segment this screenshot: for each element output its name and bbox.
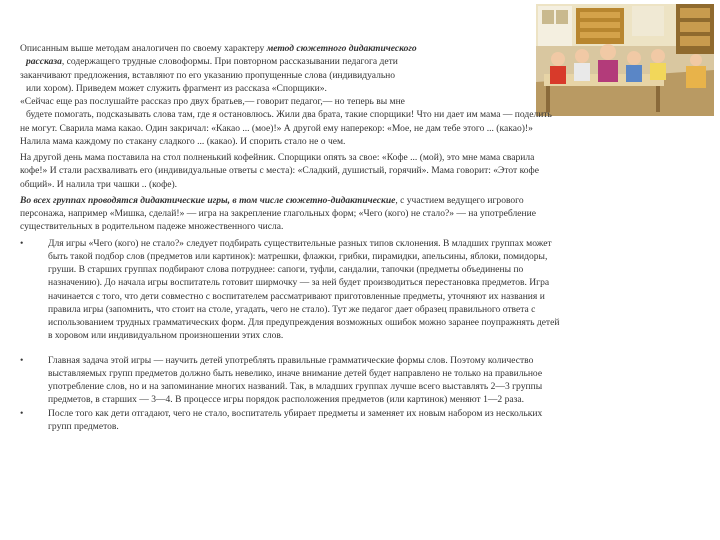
bullet-item-game-words	[20, 237, 696, 343]
bullet-item-after-guess	[20, 407, 696, 434]
text-run: существительных в родительном падеже множественного числа.	[20, 221, 284, 233]
paragraph-intro	[20, 42, 532, 95]
text-run: выставляемых групп предметов должно быть невелико, иначе внимание детей будет направлено не только на правильное	[48, 367, 543, 379]
text-run: заканчивают предложения, вставляют по его указанию пропущенные слова (индивидуально	[20, 69, 396, 81]
text-run: кофе!» И стали расхваливать его (индивидуальные ответы с места): «Сладкий, душистый, горячий». Мама говорит: «Этот кофе	[20, 165, 539, 177]
text-run: , содержащего трудные словоформы. При повторном рассказывании педагога дети	[61, 56, 398, 68]
document-text	[20, 42, 696, 433]
text-run: в хоровом или индивидуальном произношении этих слов.	[48, 330, 284, 342]
text-run: персонажа, например «Мишка, сделай!» — игра на закрепление глагольных форм; «Чего (кого) не стало?» — на употребление	[20, 208, 536, 219]
text-run: «Сейчас еще раз послушайте рассказ про двух братьев,— говорит педагог,— но теперь вы мне	[20, 96, 405, 107]
text-run: предметов, в старших — 3—4. В процессе игры порядок расположения предметов (или картинок) меняют 1—2 раза.	[48, 394, 524, 406]
text-run: правила игры (запомнить, что стоит на столе, угадать, чего не стало). Тут же педагог дает образец правильного ответа с	[48, 303, 536, 315]
text-run: быть такой подбор слов (предметов или картинок): матрешки, флажки, грибки, пирамидки, апельсины, яблоки, помидоры,	[48, 250, 548, 262]
bullet-marker: •	[20, 354, 24, 366]
bullet-marker: •	[20, 407, 24, 419]
bullet-marker: •	[20, 237, 24, 249]
text-run: не могут. Сварила мама какао. Один закричал: «Какао ... (мое)!» А другой ему наперекор: «Мое, не дам тебе этого ... (какао)!»	[20, 122, 533, 134]
text-run: , с участием ведущего игрового	[395, 194, 524, 206]
text-run: начинается с того, что дети совместно с воспитателем рассматривают приготовленные предметы, уточняют их названия и	[48, 290, 545, 302]
emphasis-term: рассказа	[26, 56, 62, 68]
text-run: Описанным выше методам аналогичен по своему характеру	[20, 43, 267, 54]
text-run: На другой день мама поставила на стол полненький кофейник. Спорщики опять за свое: «Кофе ... (мой), это мне мама сварила	[20, 152, 535, 163]
text-run: Налила мама каждому по стакану сладкого ... (какао). И спорить стало не о чем.	[20, 135, 346, 147]
text-run: назначению). До начала игры воспитатель готовит ширмочку — за ней будет производиться перестановка предметов. Игра	[48, 277, 550, 289]
text-run: будете помогать, подсказывать слова там, где я остановлюсь. Жили два брата, такие спорщики! Что ни дает им мама — поделить	[26, 109, 552, 121]
paragraph-story-1	[20, 95, 696, 148]
text-run: общий». И налила три чашки .. (кофе).	[20, 178, 178, 190]
emphasis-term: Во всех группах проводятся дидактические игры, в том числе сюжетно-дидактические	[20, 194, 396, 206]
text-run: Главная задача этой игры — научить детей употреблять правильные грамматические формы слов. Поэтому количество	[48, 354, 534, 366]
text-run: груши. В старших группах подбирают слова потруднее: сапоги, туфли, сандалии, тапочки (предметы объединены по	[48, 264, 524, 275]
emphasis-term: метод сюжетного дидактического	[266, 43, 417, 54]
bullet-item-main-task	[20, 354, 696, 407]
text-run: или хором). Приведем может служить фрагмент из рассказа «Спорщики».	[26, 82, 327, 94]
text-run: После того как дети отгадают, чего не стало, воспитатель убирает предметы и заменяет их новым набором из нескольких	[48, 407, 543, 419]
text-run: употребление слов, но и на запоминание многих названий. Так, в младших группах лучше всего выставлять 2—3 группы	[48, 381, 543, 392]
paragraph-story-2	[20, 151, 696, 191]
text-run: групп предметов.	[48, 420, 119, 432]
paragraph-games	[20, 194, 696, 234]
text-run: использованием трудных грамматических форм. Для предупреждения возможных ошибок можно заранее поупражнять детей	[48, 317, 560, 328]
text-run: Для игры «Чего (кого) не стало?» следует подбирать существительные разных типов склонения. В младших группах может	[48, 237, 552, 249]
